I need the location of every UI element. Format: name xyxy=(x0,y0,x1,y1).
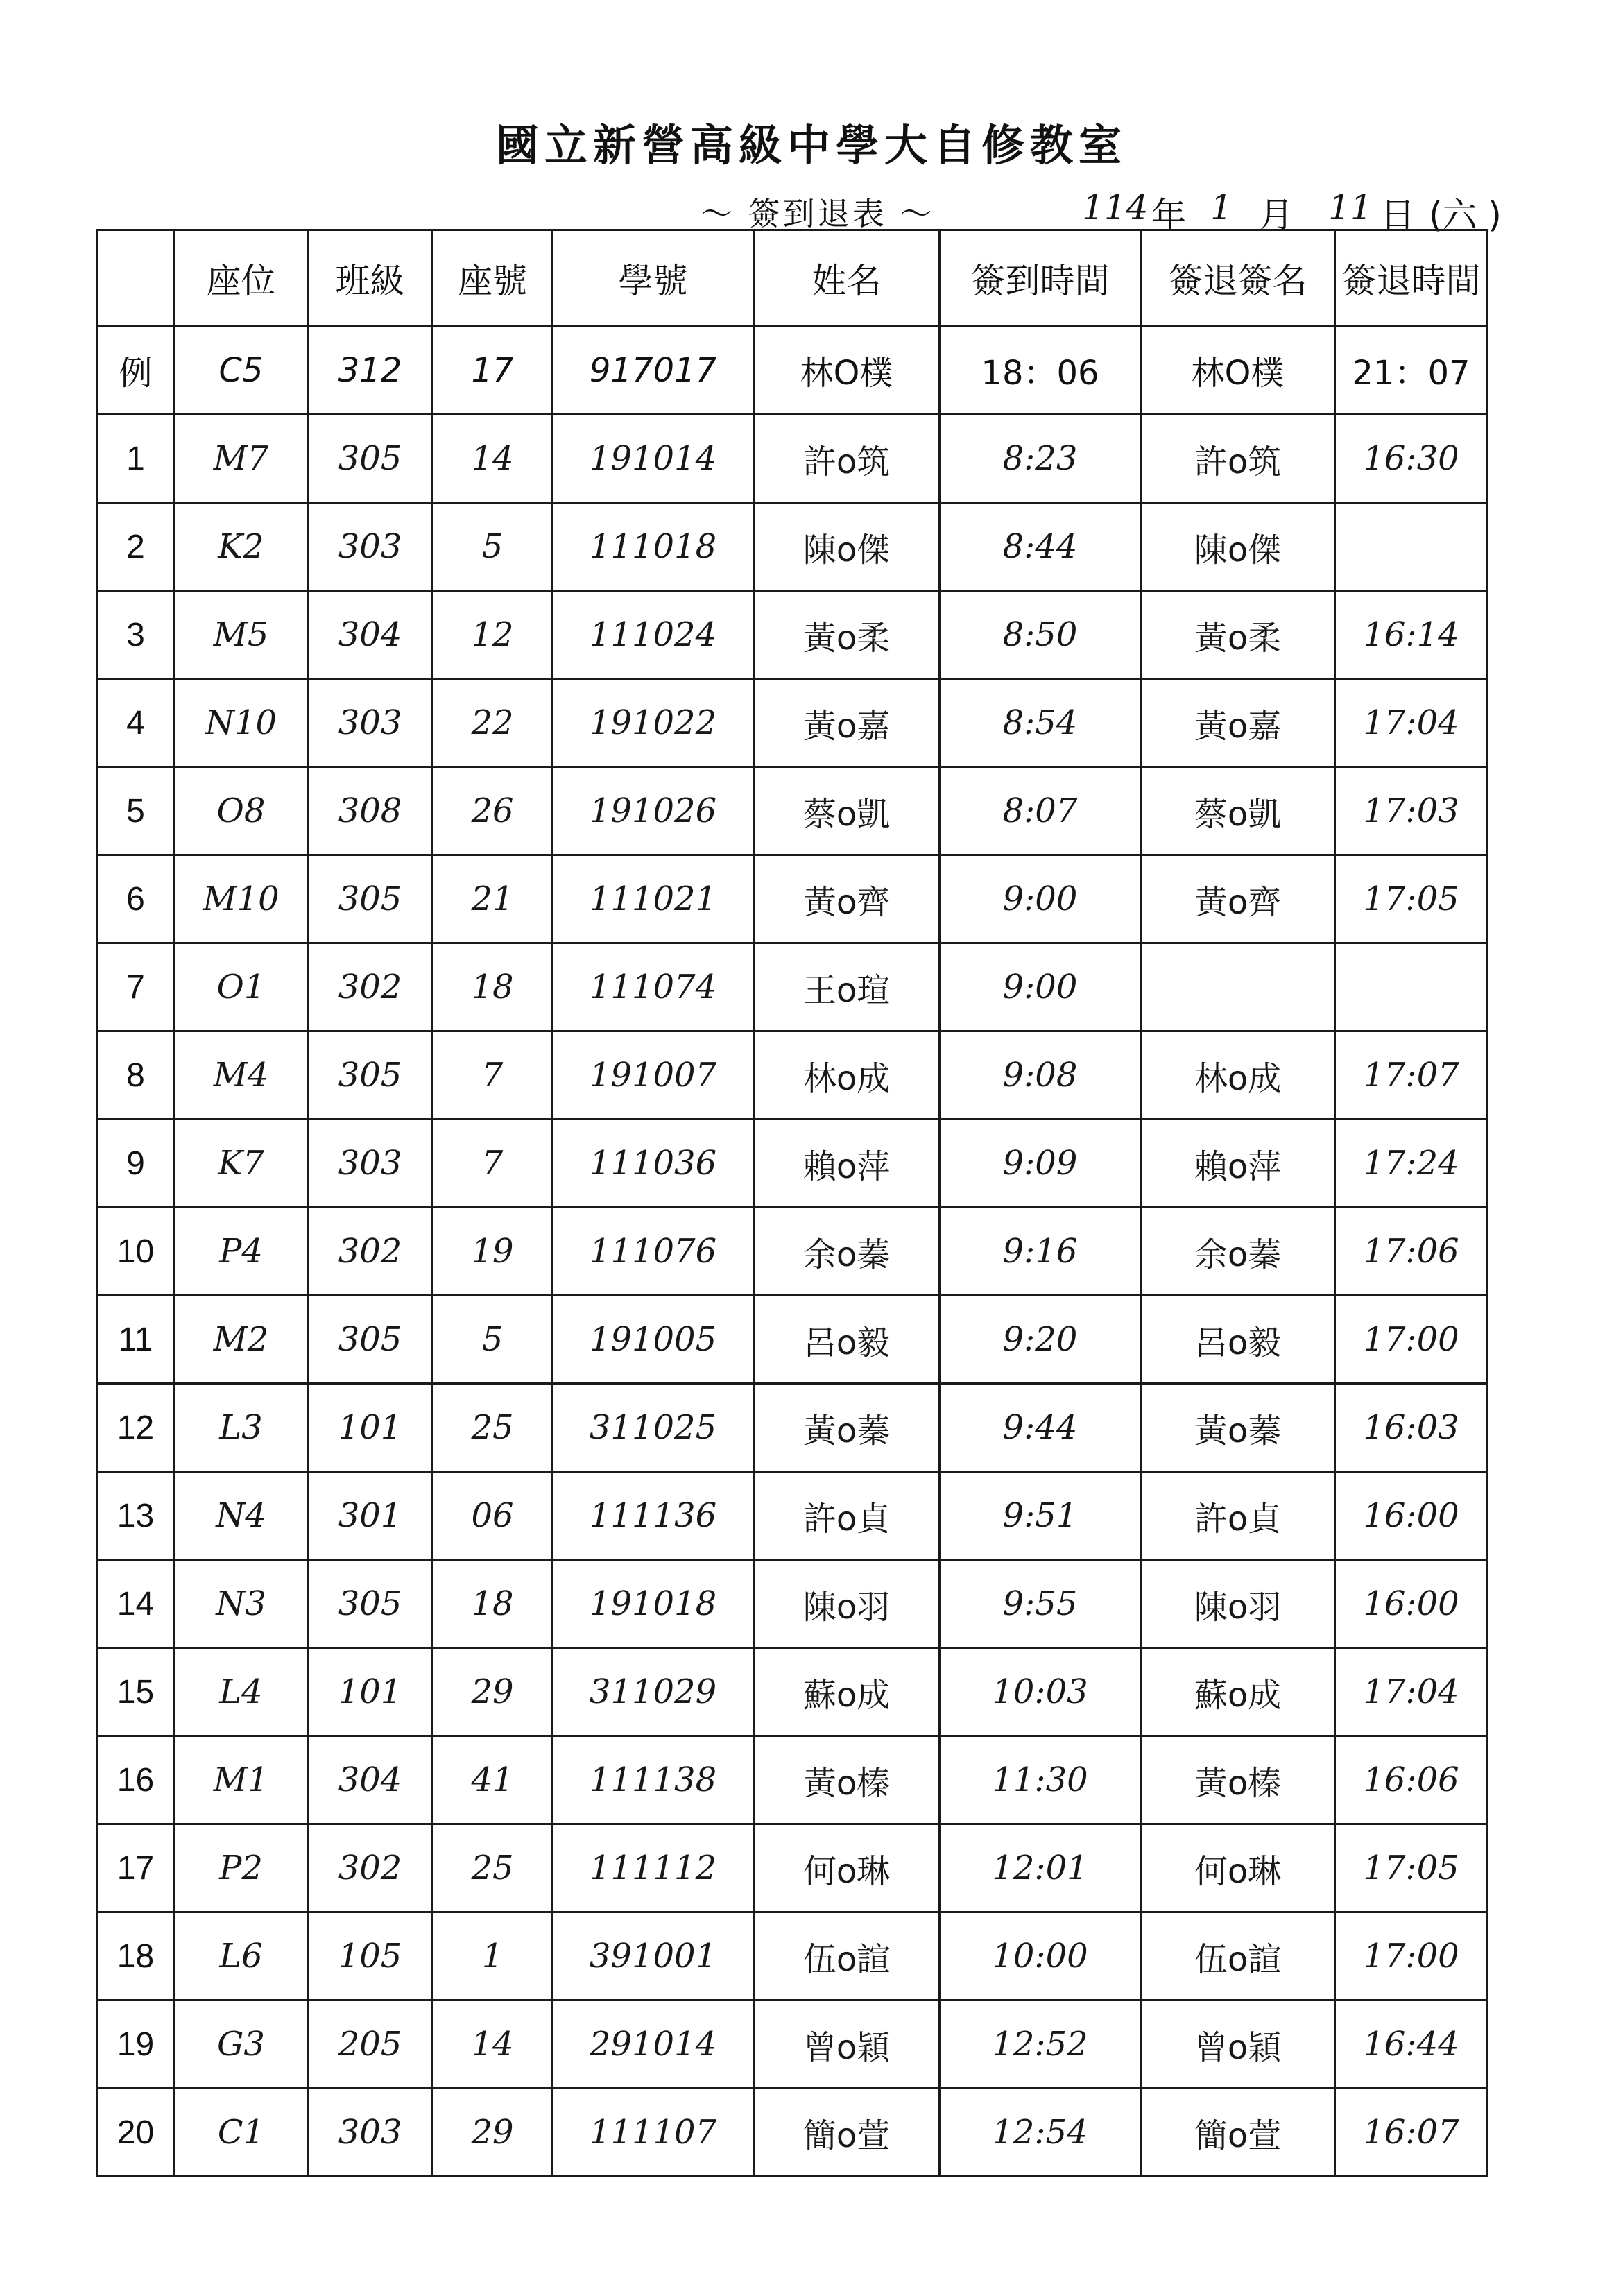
cell-student-id: 191005 xyxy=(553,1296,754,1384)
cell-seat-no: 25 xyxy=(433,1824,553,1912)
sign-in-table xyxy=(96,229,1488,2177)
example-sign-in: 18：06 xyxy=(940,326,1141,415)
row-number: 7 xyxy=(97,943,175,1031)
cell-class: 101 xyxy=(308,1384,433,1472)
cell-class: 303 xyxy=(308,1120,433,1208)
cell-name: 賴o萍 xyxy=(754,1120,940,1208)
cell-seat: L6 xyxy=(175,1912,308,2001)
cell-seat: M5 xyxy=(175,591,308,679)
example-row xyxy=(97,326,1488,415)
cell-class: 305 xyxy=(308,1031,433,1120)
cell-class: 303 xyxy=(308,2089,433,2177)
cell-seat: P2 xyxy=(175,1824,308,1912)
cell-student-id: 311029 xyxy=(553,1648,754,1736)
cell-seat: N10 xyxy=(175,679,308,767)
cell-sign-out-name: 黃o榛 xyxy=(1141,1736,1335,1824)
table-row xyxy=(97,1912,1488,2001)
table-row xyxy=(97,1031,1488,1120)
cell-seat: G3 xyxy=(175,2001,308,2089)
cell-sign-out: 16:00 xyxy=(1335,1472,1488,1560)
cell-name: 余o蓁 xyxy=(754,1208,940,1296)
cell-class: 303 xyxy=(308,503,433,591)
cell-sign-out-name: 蔡o凱 xyxy=(1141,767,1335,855)
cell-sign-in: 9:51 xyxy=(940,1472,1141,1560)
cell-name: 林o成 xyxy=(754,1031,940,1120)
cell-sign-in: 12:01 xyxy=(940,1824,1141,1912)
cell-seat: L4 xyxy=(175,1648,308,1736)
cell-sign-out-name: 呂o毅 xyxy=(1141,1296,1335,1384)
row-number: 5 xyxy=(97,767,175,855)
cell-sign-out: 17:05 xyxy=(1335,855,1488,943)
example-seat: C5 xyxy=(175,326,308,415)
example-sign-out-name: 林O樸 xyxy=(1141,326,1335,415)
row-number: 12 xyxy=(97,1384,175,1472)
date-year-unit: 年 xyxy=(1151,195,1186,235)
header-row xyxy=(97,230,1488,326)
cell-seat-no: 14 xyxy=(433,2001,553,2089)
cell-sign-in: 8:54 xyxy=(940,679,1141,767)
example-name: 林O樸 xyxy=(754,326,940,415)
cell-class: 303 xyxy=(308,679,433,767)
cell-class: 308 xyxy=(308,767,433,855)
cell-seat: M2 xyxy=(175,1296,308,1384)
cell-sign-in: 9:16 xyxy=(940,1208,1141,1296)
date-month-unit: 月 xyxy=(1259,195,1294,235)
cell-seat: O1 xyxy=(175,943,308,1031)
cell-seat-no: 5 xyxy=(433,1296,553,1384)
cell-sign-in: 10:00 xyxy=(940,1912,1141,2001)
cell-sign-out: 17:06 xyxy=(1335,1208,1488,1296)
cell-seat: N3 xyxy=(175,1560,308,1648)
cell-sign-out-name: 簡o萱 xyxy=(1141,2089,1335,2177)
cell-class: 301 xyxy=(308,1472,433,1560)
row-number: 19 xyxy=(97,2001,175,2089)
cell-name: 簡o萱 xyxy=(754,2089,940,2177)
cell-class: 305 xyxy=(308,1296,433,1384)
cell-sign-in: 9:09 xyxy=(940,1120,1141,1208)
cell-student-id: 111018 xyxy=(553,503,754,591)
cell-seat: K2 xyxy=(175,503,308,591)
example-label: 例 xyxy=(97,326,175,415)
cell-sign-out: 16:03 xyxy=(1335,1384,1488,1472)
cell-student-id: 111036 xyxy=(553,1120,754,1208)
cell-sign-out: 17:24 xyxy=(1335,1120,1488,1208)
subtitle: ～ 簽到退表 ～ xyxy=(701,195,935,232)
table-row xyxy=(97,1120,1488,1208)
row-number: 16 xyxy=(97,1736,175,1824)
cell-sign-out: 16:07 xyxy=(1335,2089,1488,2177)
header-sign-out-name: 簽退簽名 xyxy=(1141,230,1335,326)
cell-sign-out-name: 賴o萍 xyxy=(1141,1120,1335,1208)
cell-student-id: 291014 xyxy=(553,2001,754,2089)
cell-seat-no: 18 xyxy=(433,1560,553,1648)
cell-sign-in: 8:44 xyxy=(940,503,1141,591)
page-title: 國立新營高級中學大自修教室 xyxy=(495,120,1127,171)
cell-student-id: 391001 xyxy=(553,1912,754,2001)
cell-class: 305 xyxy=(308,415,433,503)
cell-student-id: 191014 xyxy=(553,415,754,503)
cell-student-id: 111107 xyxy=(553,2089,754,2177)
cell-sign-out-name: 何o琳 xyxy=(1141,1824,1335,1912)
example-class: 312 xyxy=(308,326,433,415)
header-sign-in-time: 簽到時間 xyxy=(940,230,1141,326)
cell-seat-no: 14 xyxy=(433,415,553,503)
cell-seat-no: 18 xyxy=(433,943,553,1031)
row-number: 4 xyxy=(97,679,175,767)
cell-sign-in: 12:54 xyxy=(940,2089,1141,2177)
cell-sign-out: 17:00 xyxy=(1335,1296,1488,1384)
cell-class: 302 xyxy=(308,943,433,1031)
row-number: 18 xyxy=(97,1912,175,2001)
cell-name: 蘇o成 xyxy=(754,1648,940,1736)
cell-sign-out-name: 許o筑 xyxy=(1141,415,1335,503)
cell-class: 205 xyxy=(308,2001,433,2089)
cell-class: 105 xyxy=(308,1912,433,2001)
cell-student-id: 191018 xyxy=(553,1560,754,1648)
cell-name: 呂o毅 xyxy=(754,1296,940,1384)
table-row xyxy=(97,943,1488,1031)
cell-sign-out: 17:04 xyxy=(1335,1648,1488,1736)
cell-sign-out: 17:03 xyxy=(1335,767,1488,855)
cell-name: 黃o柔 xyxy=(754,591,940,679)
cell-seat: C1 xyxy=(175,2089,308,2177)
cell-class: 101 xyxy=(308,1648,433,1736)
cell-student-id: 111074 xyxy=(553,943,754,1031)
cell-name: 陳o傑 xyxy=(754,503,940,591)
cell-student-id: 111021 xyxy=(553,855,754,943)
table-row xyxy=(97,1648,1488,1736)
table-row xyxy=(97,2089,1488,2177)
table-row xyxy=(97,1736,1488,1824)
cell-sign-out: 16:30 xyxy=(1335,415,1488,503)
cell-student-id: 311025 xyxy=(553,1384,754,1472)
table-row xyxy=(97,1824,1488,1912)
cell-student-id: 111138 xyxy=(553,1736,754,1824)
example-student-id: 917017 xyxy=(553,326,754,415)
cell-class: 305 xyxy=(308,1560,433,1648)
cell-sign-in: 12:52 xyxy=(940,2001,1141,2089)
table-row xyxy=(97,415,1488,503)
cell-sign-out: 16:14 xyxy=(1335,591,1488,679)
cell-sign-in: 9:08 xyxy=(940,1031,1141,1120)
cell-sign-in: 8:07 xyxy=(940,767,1141,855)
row-number: 13 xyxy=(97,1472,175,1560)
cell-sign-out: 17:07 xyxy=(1335,1031,1488,1120)
cell-sign-out: 16:06 xyxy=(1335,1736,1488,1824)
cell-sign-out-name: 陳o傑 xyxy=(1141,503,1335,591)
cell-sign-out-name: 黃o齊 xyxy=(1141,855,1335,943)
header-seat: 座位 xyxy=(175,230,308,326)
cell-sign-out-name: 余o蓁 xyxy=(1141,1208,1335,1296)
cell-sign-in: 9:00 xyxy=(940,943,1141,1031)
cell-seat-no: 29 xyxy=(433,2089,553,2177)
cell-name: 伍o諠 xyxy=(754,1912,940,2001)
cell-student-id: 111076 xyxy=(553,1208,754,1296)
cell-seat: M4 xyxy=(175,1031,308,1120)
cell-student-id: 111024 xyxy=(553,591,754,679)
table-row xyxy=(97,1296,1488,1384)
cell-sign-out: 17:05 xyxy=(1335,1824,1488,1912)
table-row xyxy=(97,591,1488,679)
row-number: 10 xyxy=(97,1208,175,1296)
cell-class: 305 xyxy=(308,855,433,943)
cell-class: 304 xyxy=(308,591,433,679)
cell-seat: O8 xyxy=(175,767,308,855)
cell-student-id: 111112 xyxy=(553,1824,754,1912)
date-year: 114 xyxy=(1082,187,1149,228)
cell-seat: M1 xyxy=(175,1736,308,1824)
cell-name: 蔡o凱 xyxy=(754,767,940,855)
cell-sign-out: 16:00 xyxy=(1335,1560,1488,1648)
cell-seat-no: 12 xyxy=(433,591,553,679)
cell-sign-out-name: 林o成 xyxy=(1141,1031,1335,1120)
cell-sign-in: 9:00 xyxy=(940,855,1141,943)
cell-name: 黃o嘉 xyxy=(754,679,940,767)
date-month: 1 xyxy=(1210,187,1233,228)
table-row xyxy=(97,1384,1488,1472)
cell-sign-out-name xyxy=(1141,943,1335,1031)
header-seat-no: 座號 xyxy=(433,230,553,326)
cell-name: 許o筑 xyxy=(754,415,940,503)
cell-seat-no: 41 xyxy=(433,1736,553,1824)
row-number: 20 xyxy=(97,2089,175,2177)
row-number: 11 xyxy=(97,1296,175,1384)
cell-seat: M10 xyxy=(175,855,308,943)
example-sign-out: 21：07 xyxy=(1335,326,1488,415)
cell-seat: M7 xyxy=(175,415,308,503)
cell-seat: L3 xyxy=(175,1384,308,1472)
cell-name: 陳o羽 xyxy=(754,1560,940,1648)
row-number: 15 xyxy=(97,1648,175,1736)
cell-name: 黃o蓁 xyxy=(754,1384,940,1472)
header-name: 姓名 xyxy=(754,230,940,326)
date-weekday: (六 ) xyxy=(1429,195,1502,235)
row-number: 2 xyxy=(97,503,175,591)
table-row xyxy=(97,2001,1488,2089)
cell-sign-out-name: 黃o蓁 xyxy=(1141,1384,1335,1472)
table-row xyxy=(97,1472,1488,1560)
cell-seat-no: 5 xyxy=(433,503,553,591)
example-seat-no: 17 xyxy=(433,326,553,415)
cell-class: 302 xyxy=(308,1208,433,1296)
header-sign-out-time: 簽退時間 xyxy=(1335,230,1488,326)
table-row xyxy=(97,767,1488,855)
row-number: 9 xyxy=(97,1120,175,1208)
cell-student-id: 191026 xyxy=(553,767,754,855)
cell-seat-no: 29 xyxy=(433,1648,553,1736)
table-row xyxy=(97,1208,1488,1296)
cell-sign-in: 10:03 xyxy=(940,1648,1141,1736)
row-number: 14 xyxy=(97,1560,175,1648)
cell-seat-no: 22 xyxy=(433,679,553,767)
row-number: 6 xyxy=(97,855,175,943)
table-row xyxy=(97,503,1488,591)
cell-name: 曾o穎 xyxy=(754,2001,940,2089)
corner-cell xyxy=(97,230,175,326)
cell-seat-no: 19 xyxy=(433,1208,553,1296)
cell-seat-no: 7 xyxy=(433,1120,553,1208)
cell-seat-no: 06 xyxy=(433,1472,553,1560)
cell-sign-out-name: 蘇o成 xyxy=(1141,1648,1335,1736)
cell-sign-in: 9:44 xyxy=(940,1384,1141,1472)
cell-class: 304 xyxy=(308,1736,433,1824)
cell-name: 王o瑄 xyxy=(754,943,940,1031)
cell-seat: K7 xyxy=(175,1120,308,1208)
row-number: 8 xyxy=(97,1031,175,1120)
table-row xyxy=(97,855,1488,943)
cell-student-id: 191022 xyxy=(553,679,754,767)
cell-sign-out: 17:04 xyxy=(1335,679,1488,767)
cell-seat-no: 1 xyxy=(433,1912,553,2001)
cell-sign-in: 9:20 xyxy=(940,1296,1141,1384)
cell-name: 黃o榛 xyxy=(754,1736,940,1824)
cell-sign-out-name: 陳o羽 xyxy=(1141,1560,1335,1648)
row-number: 17 xyxy=(97,1824,175,1912)
cell-sign-in: 11:30 xyxy=(940,1736,1141,1824)
cell-sign-out xyxy=(1335,503,1488,591)
row-number: 3 xyxy=(97,591,175,679)
table-row xyxy=(97,679,1488,767)
cell-student-id: 111136 xyxy=(553,1472,754,1560)
cell-name: 黃o齊 xyxy=(754,855,940,943)
cell-sign-in: 9:55 xyxy=(940,1560,1141,1648)
cell-seat: P4 xyxy=(175,1208,308,1296)
cell-seat-no: 25 xyxy=(433,1384,553,1472)
cell-sign-out-name: 黃o嘉 xyxy=(1141,679,1335,767)
cell-student-id: 191007 xyxy=(553,1031,754,1120)
cell-seat: N4 xyxy=(175,1472,308,1560)
cell-sign-out: 17:00 xyxy=(1335,1912,1488,2001)
table-row xyxy=(97,1560,1488,1648)
cell-seat-no: 26 xyxy=(433,767,553,855)
date-day-unit: 日 xyxy=(1380,195,1415,235)
cell-name: 許o貞 xyxy=(754,1472,940,1560)
cell-sign-in: 8:50 xyxy=(940,591,1141,679)
cell-name: 何o琳 xyxy=(754,1824,940,1912)
cell-seat-no: 21 xyxy=(433,855,553,943)
cell-sign-out-name: 許o貞 xyxy=(1141,1472,1335,1560)
cell-seat-no: 7 xyxy=(433,1031,553,1120)
cell-class: 302 xyxy=(308,1824,433,1912)
cell-sign-out xyxy=(1335,943,1488,1031)
date-day: 11 xyxy=(1328,187,1373,228)
cell-sign-out-name: 曾o穎 xyxy=(1141,2001,1335,2089)
cell-sign-out-name: 黃o柔 xyxy=(1141,591,1335,679)
cell-sign-out: 16:44 xyxy=(1335,2001,1488,2089)
cell-sign-in: 8:23 xyxy=(940,415,1141,503)
row-number: 1 xyxy=(97,415,175,503)
cell-sign-out-name: 伍o諠 xyxy=(1141,1912,1335,2001)
header-class: 班級 xyxy=(308,230,433,326)
header-student-id: 學號 xyxy=(553,230,754,326)
